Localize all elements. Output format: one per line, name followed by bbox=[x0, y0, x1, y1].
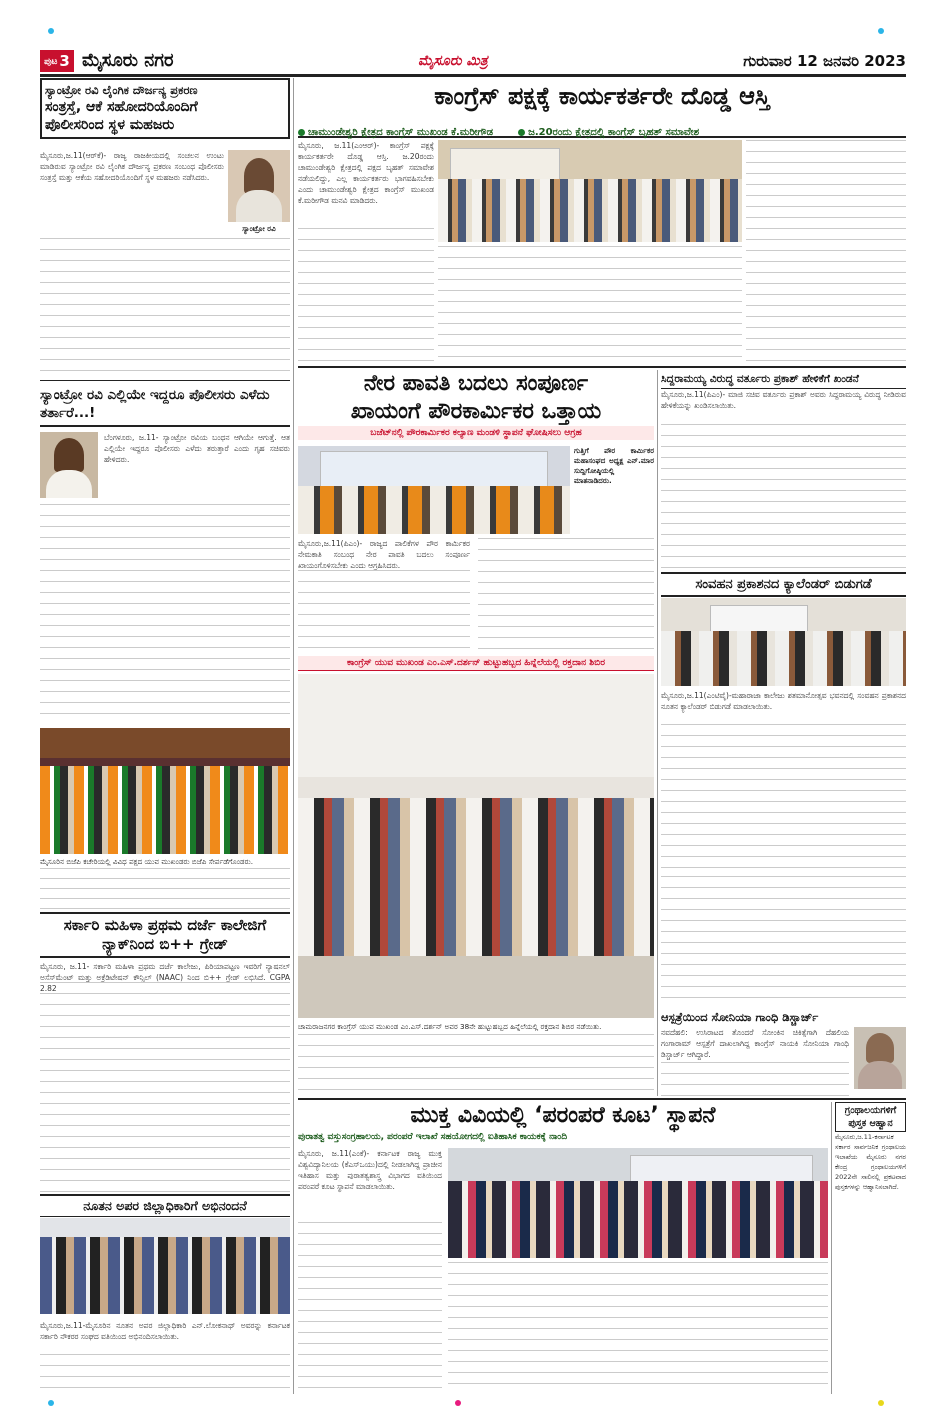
section-title: ಮೈಸೂರು ನಗರ bbox=[82, 50, 174, 71]
lead-body bbox=[298, 140, 434, 362]
story-body: ಮೈಸೂರು,ಜ.11(ಪಿಎಂ)- ಮಾಜಿ ಸಚಿವ ವರ್ತೂರು ಪ್ರಕಾಶ್ ಅವರು ಸಿದ್ದರಾಮಯ್ಯ ವಿರುದ್ಧ ನೀಡಿರುವ ಹೇಳಿಕೆಯನ್ನು ಖಂಡಿಸಲಾಯಿತು. bbox=[661, 390, 906, 410]
lead-sub-2: ಜ.20ರಂದು ಕ್ಷೇತ್ರದಲ್ಲಿ ಕಾಂಗ್ರೆಸ್ ಬೃಹತ್ ಸಮಾವೇಶ bbox=[518, 127, 699, 138]
story-body: ಮೈಸೂರು,ಜ.11-ಮೈಸೂರಿನ ನೂತನ ಅಪರ ಜಿಲ್ಲಾಧಿಕಾರಿ ಎನ್.ಲೋಕನಾಥ್ ಅವರನ್ನು ಕರ್ನಾಟಕ ಸರ್ಕಾರಿ ನೌಕರರ ಸಂಘದ ವತಿಯಿಂದ ಅಭಿನಂದಿಸಲಾಯಿತು. bbox=[40, 1321, 290, 1341]
divider bbox=[298, 366, 906, 368]
story-headline: ಕಾಂಗ್ರೆಸ್ ಯುವ ಮುಖಂಡ ಎಂ.ಎಸ್.ದರ್ಶನ್ ಹುಟ್ಟುಹಬ್ಬದ ಹಿನ್ನೆಲೆಯಲ್ಲಿ ರಕ್ತದಾನ ಶಿಬಿರ bbox=[298, 656, 654, 671]
page-number-badge bbox=[40, 50, 74, 72]
story-headline: ಸಂವಹನ ಪ್ರಕಾಶನದ ಕ್ಯಾಲೆಂಡರ್ ಬಿಡುಗಡೆ bbox=[695, 577, 872, 592]
text-filler bbox=[40, 1354, 290, 1394]
text-filler bbox=[661, 424, 906, 570]
story-blood-camp bbox=[298, 656, 654, 1096]
story-sonia bbox=[661, 1010, 906, 1096]
story-headline: ಗ್ರಂಥಾಲಯಗಳಿಗೆ ಪುಸ್ತಕ ಆಹ್ವಾನ bbox=[844, 1105, 897, 1129]
story-kicker: ಸ್ಯಾಂಟ್ರೋ ರವಿ ಲೈಂಗಿಕ ದೌರ್ಜನ್ಯ ಪ್ರಕರಣ bbox=[45, 83, 198, 97]
story-headline: ಮುಕ್ತ ವಿವಿಯಲ್ಲಿ ‘ಪರಂಪರೆ ಕೂಟ’ ಸ್ಥಾಪನೆ bbox=[410, 1103, 716, 1128]
story-library bbox=[835, 1102, 906, 1394]
story-pourakarmika bbox=[298, 370, 654, 652]
lead-headline-box bbox=[298, 80, 906, 116]
story-body: ಮೈಸೂರು, ಜ.11(ಎಂಕೆ)- ಕರ್ನಾಟಕ ರಾಜ್ಯ ಮುಕ್ತ ವಿಶ್ವವಿದ್ಯಾನಿಲಯ (ಕೆಎಸ್‌ಒಯು)ದಲ್ಲಿ ನೀಡಲಾಗಿದ್ದ ಪ್ರಾಚೀನ ಇತಿಹಾಸ ಮತ್ತು ಪುರಾತತ್ವಶಾಸ್ತ್ರ ವಿಭಾಗದ ವತಿಯಿಂದ ಪರಂಪರೆ ಕೂಟ ಸ್ಥಾಪನೆ ಮಾಡಲಾಯಿತು. bbox=[298, 1149, 442, 1191]
lead-headline: ಕಾಂಗ್ರೆಸ್ ಪಕ್ಷಕ್ಕೆ ಕಾರ್ಯಕರ್ತರೇ ದೊಡ್ಡ ಆಸ್ತಿ bbox=[434, 82, 770, 110]
text-filler bbox=[40, 868, 290, 910]
story-body: ಮೈಸೂರು, ಜ.11(ಎಂಆರ್)- ಕಾಂಗ್ರೆಸ್ ಪಕ್ಷಕ್ಕೆ ಕಾರ್ಯಕರ್ತರೇ ದೊಡ್ಡ ಆಸ್ತಿ. ಜ.20ರಂದು ಚಾಮುಂಡೇಶ್ವರಿ ಕ್ಷೇತ್ರದಲ್ಲಿ ಪಕ್ಷದ ಬೃಹತ್ ಸಮಾವೇಶ ನಡೆಯಲಿದ್ದು, ಎಲ್ಲ ಕಾರ್ಯಕರ್ತರು ಭಾಗವಹಿಸಬೇಕು ಎಂದು ಚಾಮುಂಡೇಶ್ವರಿ ಕ್ಷೇತ್ರದ ಕಾಂಗ್ರೆಸ್ ಮುಖಂಡ ಕೆ.ಮರೀಗೌಡ ಮನವಿ ಮಾಡಿದರು. bbox=[298, 141, 434, 205]
registration-mark bbox=[48, 28, 54, 34]
bullet-icon bbox=[298, 129, 305, 136]
story-headline: ನೂತನ ಅಪರ ಜಿಲ್ಲಾಧಿಕಾರಿಗೆ ಅಭಿನಂದನೆ bbox=[83, 1198, 247, 1213]
santro-ravi-photo bbox=[228, 150, 290, 222]
registration-mark bbox=[48, 1400, 54, 1406]
column-divider bbox=[831, 1102, 832, 1394]
divider bbox=[40, 380, 290, 381]
story-body: ನವದೆಹಲಿ: ಉಸಿರಾಟದ ತೊಂದರೆ ಸೋಂಕಿನ ಚಿಕಿತ್ಸೆಗಾಗಿ ದೆಹಲಿಯ ಗಂಗಾರಾಮ್ ಆಸ್ಪತ್ರೆಗೆ ದಾಖಲಾಗಿದ್ದ ಕಾಂಗ್ರೆಸ್ ನಾಯಕಿ ಸೋನಿಯಾ ಗಾಂಧಿ ಡಿಸ್ಚಾರ್ಜ್ ಆಗಿದ್ದಾರೆ. bbox=[661, 1028, 849, 1059]
registration-mark bbox=[878, 28, 884, 34]
story-subhead: ಪುರಾತತ್ವ ವಸ್ತುಸಂಗ್ರಹಾಲಯ, ಪರಂಪರೆ ಇಲಾಖೆ ಸಹಯೋಗದಲ್ಲಿ ಐತಿಹಾಸಿಕ ಕಾಯಕಕ್ಕೆ ನಾಂದಿ bbox=[298, 1132, 568, 1142]
side-caption: ಗುತ್ತಿಗೆ ಪೌರ ಕಾರ್ಮಿಕರ ಮಹಾಸಂಘದ ಅಧ್ಯಕ್ಷ ಎನ್.ಮಾರ ಸುದ್ದಿಗೋಷ್ಠಿಯಲ್ಲಿ ಮಾತನಾಡಿದರು. bbox=[574, 446, 654, 485]
story-headline: ಸರ್ಕಾರಿ ಮಹಿಳಾ ಪ್ರಥಮ ದರ್ಜೆ ಕಾಲೇಜಿಗೆ ನ್ಯಾಕ್‌ನಿಂದ ಬಿ++ ಗ್ರೇಡ್ bbox=[63, 916, 267, 953]
text-filler bbox=[298, 1034, 654, 1094]
minister-photo bbox=[40, 432, 98, 498]
story-headline: ಸಂತ್ರಸ್ತೆ, ಆಕೆ ಸಹೋದರಿಯೊಂದಿಗೆ bbox=[45, 99, 198, 115]
story-body: ಮೈಸೂರು,ಜ.11(ಪಿಎಂ)- ರಾಜ್ಯದ ಪಾಲಿಕೆಗಳ ಪೌರ ಕಾರ್ಮಿಕರ ನೇಮಕಾತಿ ಸಂಬಂಧ ನೇರ ಪಾವತಿ ಬದಲು ಸಂಪೂರ್ಣ ಖಾಯಂಗೊಳಿಸಬೇಕು ಎಂದು ಆಗ್ರಹಿಸಿದರು. bbox=[298, 539, 470, 570]
registration-mark bbox=[455, 1400, 461, 1406]
story-body: ಮೈಸೂರು, ಜ.11- ಸರ್ಕಾರಿ ಮಹಿಳಾ ಪ್ರಥಮ ದರ್ಜೆ ಕಾಲೇಜು, ಪಿರಿಯಾಪಟ್ಟಣ ಇವರಿಗೆ ನ್ಯಾಷನಲ್ ಅಸೆಸ್‌ಮೆಂಟ್ ಮತ್ತು ಅಕ್ರೆಡಿಟೇಷನ್ ಕೌನ್ಸಿಲ್ (NAAC) ನಿಂದ ಬಿ++ ಗ್ರೇಡ್ ಲಭಿಸಿದೆ. CGPA 2.82 bbox=[40, 962, 290, 993]
press-meet-photo bbox=[298, 446, 570, 534]
story-body: ಬೆಂಗಳೂರು, ಜ.11- ಸ್ಯಾಂಟ್ರೋ ರವಿಯ ಬಂಧನ ಆಗಿಯೇ ಆಗುತ್ತೆ. ಆತ ಎಲ್ಲಿಯೇ ಇದ್ದರೂ ಪೊಲೀಸರು ಎಳೆದು ತರುತ್ತಾರೆ ಎಂದು ಗೃಹ ಸಚಿವರು ಹೇಳಿದರು. bbox=[104, 433, 290, 464]
text-filler bbox=[661, 876, 906, 1006]
lead-sub-1: ಚಾಮುಂಡೇಶ್ವರಿ ಕ್ಷೇತ್ರದ ಕಾಂಗ್ರೆಸ್ ಮುಖಂಡ ಕೆ.ಮರೀಗೌಡ bbox=[298, 127, 493, 138]
sonia-gandhi-photo bbox=[854, 1027, 906, 1089]
story-calendar bbox=[661, 572, 906, 872]
story-headline: ನೇರ ಪಾವತಿ ಬದಲು ಸಂಪೂರ್ಣ bbox=[363, 371, 589, 396]
congress-meeting-photo bbox=[438, 140, 742, 242]
story-naac bbox=[40, 912, 290, 1192]
story-headline: ಸ್ಯಾಂಟ್ರೋ ರವಿ ಎಲ್ಲಿಯೇ ಇದ್ದರೂ ಪೊಲೀಸರು ಎಳೆದು ತರ್ತಾರೆ...! bbox=[40, 387, 270, 421]
blood-donation-photo bbox=[298, 674, 654, 1018]
text-filler bbox=[448, 1262, 828, 1394]
story-headline: ಸಿದ್ದರಾಮಯ್ಯ ವಿರುದ್ಧ ವರ್ತೂರು ಪ್ರಕಾಶ್ ಹೇಳಿಕೆಗೆ ಖಂಡನೆ bbox=[661, 372, 906, 389]
story-santro-mahajar bbox=[40, 78, 290, 378]
text-filler bbox=[746, 140, 906, 362]
story-headline-2: ಖಾಯಂಗೆ ಪೌರಕಾರ್ಮಿಕರ ಒತ್ತಾಯ bbox=[350, 399, 602, 424]
lead-body-2 bbox=[438, 246, 742, 362]
story-body: ಮೈಸೂರು,ಜ.11(ಎಂಟಿವೈ)-ಮಹಾರಾಜಾ ಕಾಲೇಜು ಶತಮಾನೋತ್ಸವ ಭವನದಲ್ಲಿ ಸಂವಹನ ಪ್ರಕಾಶನದ ನೂತನ ಕ್ಯಾಲೆಂಡರ್ ಬಿಡುಗಡೆ ಮಾಡಲಾಯಿತು. bbox=[661, 691, 906, 711]
story-body: ಮೈಸೂರು,ಜ.11(ಆರ್‌ಕೆ)- ರಾಜ್ಯ ರಾಜಕೀಯದಲ್ಲಿ ಸಂಚಲನ ಉಂಟು ಮಾಡಿರುವ ಸ್ಯಾಂಟ್ರೋ ರವಿ ಲೈಂಗಿಕ ದೌರ್ಜನ್ಯ ಪ್ರಕರಣ ಸಂಬಂಧ ಪೊಲೀಸರು ಸಂತ್ರಸ್ತೆ ಮತ್ತು ಆಕೆಯ ಸಹೋದರಿಯೊಂದಿಗೆ ಸ್ಥಳ ಮಹಜರು ನಡೆಸಿದರು. bbox=[40, 151, 224, 182]
photo-caption: ಸ್ಯಾಂಟ್ರೋ ರವಿ bbox=[242, 224, 276, 233]
lead-body-3 bbox=[746, 140, 906, 362]
story-santro-police bbox=[40, 384, 290, 724]
divider bbox=[298, 1098, 906, 1100]
photo-caption: ಚಾಮರಾಜನಗರ ಕಾಂಗ್ರೆಸ್ ಯುವ ಮುಖಂಡ ಎಂ.ಎಸ್.ದರ್ಶನ್ ಅವರ 38ನೇ ಹುಟ್ಟುಹಬ್ಬದ ಹಿನ್ನೆಲೆಯಲ್ಲಿ ರಕ್ತದಾನ ಶಿಬಿರ ನಡೆಯಿತು. bbox=[298, 1022, 602, 1031]
page-number: 3 bbox=[59, 52, 70, 70]
column-divider bbox=[657, 370, 658, 1096]
text-filler bbox=[478, 538, 654, 652]
text-filler bbox=[40, 238, 290, 376]
story-parampare bbox=[298, 1102, 828, 1394]
text-filler bbox=[298, 570, 470, 652]
registration-mark bbox=[878, 1400, 884, 1406]
story-headline-2: ಪೊಲೀಸರಿಂದ ಸ್ಥಳ ಮಹಜರು bbox=[45, 117, 175, 133]
story-adc bbox=[40, 1194, 290, 1394]
bullet-icon bbox=[518, 129, 525, 136]
text-filler bbox=[661, 1062, 849, 1096]
adc-felicitation-photo bbox=[40, 1218, 290, 1314]
photo-caption: ಮೈಸೂರಿನ ಬಿಜೆಪಿ ಕಚೇರಿಯಲ್ಲಿ ವಿವಿಧ ಪಕ್ಷದ ಯುವ ಮುಖಂಡರು ಬಿಜೆಪಿ ಸೇರ್ಪಡೆಗೊಂಡರು. bbox=[40, 857, 254, 866]
calendar-release-photo bbox=[661, 598, 906, 686]
text-filler bbox=[438, 246, 742, 362]
text-filler bbox=[661, 724, 906, 872]
story-siddaramaiah bbox=[661, 372, 906, 570]
text-filler bbox=[40, 982, 290, 1192]
text-filler bbox=[298, 228, 434, 362]
column-divider bbox=[293, 78, 294, 1394]
dateline: ಗುರುವಾರ 12 ಜನವರಿ 2023 bbox=[743, 52, 906, 70]
masthead-logo: ಮೈಸೂರು ಮಿತ್ರ bbox=[418, 53, 488, 69]
story-subhead: ಬಜೆಟ್‌ನಲ್ಲಿ ಪೌರಕಾರ್ಮಿಕರ ಕಲ್ಯಾಣ ಮಂಡಳಿ ಸ್ಥಾಪನೆ ಘೋಷಿಸಲು ಆಗ್ರಹ bbox=[298, 426, 654, 440]
story-headline: ಆಸ್ಪತ್ರೆಯಿಂದ ಸೋನಿಯಾ ಗಾಂಧಿ ಡಿಸ್ಚಾರ್ಜ್ bbox=[661, 1010, 819, 1024]
parampare-inauguration-photo bbox=[448, 1148, 828, 1258]
text-filler bbox=[298, 1222, 442, 1394]
bjp-joining-photo bbox=[40, 728, 290, 854]
page-prefix: ಪುಟ bbox=[44, 56, 58, 67]
lead-subheads bbox=[298, 120, 906, 138]
text-filler bbox=[40, 504, 290, 719]
story-body: ಮೈಸೂರು,ಜ.11-ಕರ್ನಾಟಕ ಸರ್ಕಾರ ಸಾರ್ವಜನಿಕ ಗ್ರಂಥಾಲಯ ಇಲಾಖೆಯ ಮೈಸೂರು ನಗರ ಕೇಂದ್ರ ಗ್ರಂಥಾಲಯಗಳಿಗೆ 2022ನೇ ಸಾಲಿನಲ್ಲಿ ಪ್ರಕಟವಾದ ಪುಸ್ತಕಗಳನ್ನು ಆಹ್ವಾನಿಸಲಾಗಿದೆ. bbox=[835, 1133, 906, 1191]
